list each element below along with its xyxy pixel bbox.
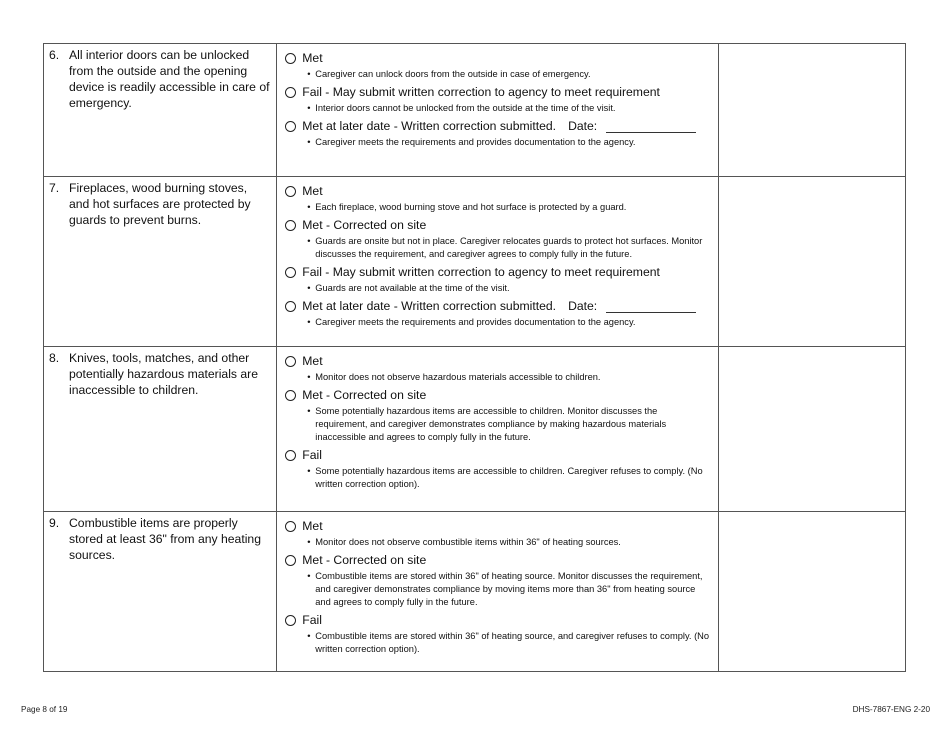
- option-note: • Caregiver meets the requirements and provides documentation to the agency.: [307, 317, 636, 327]
- option-note: • Guards are not available at the time of the visit.: [307, 283, 510, 293]
- bullet-icon: •: [307, 283, 311, 293]
- page-number: Page 8 of 19: [21, 705, 68, 714]
- bullet-icon: •: [307, 317, 311, 327]
- option-label: Met: [302, 184, 323, 198]
- date-field[interactable]: [606, 299, 696, 313]
- date-label: Date:: [568, 119, 598, 133]
- option-note: • Combustible items are stored within 36" of heating source, and caregiver refuses to comply. (No written correction option).: [307, 631, 710, 654]
- radio-circle-icon[interactable]: [285, 186, 296, 197]
- option-note: • Monitor does not observe combustible items within 36" of heating sources.: [307, 537, 621, 547]
- options-cell: [277, 347, 719, 512]
- bullet-icon: •: [307, 137, 311, 147]
- option-label: Met at later date - Written correction submitted.: [302, 299, 557, 313]
- bullet-icon: •: [307, 372, 311, 382]
- option-note: • Some potentially hazardous items are accessible to children. Caregiver refuses to comply. (No written correction option).: [307, 466, 703, 489]
- date-label: Date:: [568, 299, 598, 313]
- radio-circle-icon[interactable]: [285, 390, 296, 401]
- bullet-icon: •: [307, 103, 311, 113]
- item-requirement: Fireplaces, wood burning stoves, and hot surfaces are protected by guards to prevent burns.: [69, 181, 251, 227]
- bullet-icon: •: [307, 631, 311, 641]
- option-met[interactable]: [285, 518, 712, 534]
- comments-cell[interactable]: [718, 512, 905, 672]
- date-field[interactable]: [606, 119, 696, 133]
- checklist-row-8: [44, 347, 906, 512]
- requirement-cell: [44, 177, 277, 347]
- option-label: Met - Corrected on site: [302, 218, 427, 232]
- option-met[interactable]: [285, 50, 712, 66]
- option-label: Fail: [302, 613, 322, 627]
- option-label: Fail - May submit written correction to agency to meet requirement: [302, 85, 660, 99]
- radio-circle-icon[interactable]: [285, 267, 296, 278]
- radio-circle-icon[interactable]: [285, 220, 296, 231]
- option-label: Met: [302, 519, 323, 533]
- radio-circle-icon[interactable]: [285, 450, 296, 461]
- radio-circle-icon[interactable]: [285, 615, 296, 626]
- option-met-corrected[interactable]: [285, 217, 712, 233]
- option-note: • Monitor does not observe hazardous materials accessible to children.: [307, 372, 601, 382]
- radio-circle-icon[interactable]: [285, 356, 296, 367]
- item-number: 7.: [49, 181, 60, 195]
- bullet-icon: •: [307, 406, 311, 416]
- bullet-icon: •: [307, 571, 311, 581]
- radio-circle-icon[interactable]: [285, 521, 296, 532]
- item-requirement: Knives, tools, matches, and other potentially hazardous materials are inaccessible to children.: [69, 351, 259, 397]
- option-fail[interactable]: [285, 84, 712, 100]
- bullet-icon: •: [307, 236, 311, 246]
- requirement-cell: [44, 347, 277, 512]
- bullet-icon: •: [307, 202, 311, 212]
- radio-circle-icon[interactable]: [285, 87, 296, 98]
- option-label: Fail: [302, 448, 322, 462]
- option-label: Fail - May submit written correction to agency to meet requirement: [302, 265, 660, 279]
- radio-circle-icon[interactable]: [285, 301, 296, 312]
- option-note: • Each fireplace, wood burning stove and hot surface is protected by a guard.: [307, 202, 627, 212]
- comments-cell[interactable]: [718, 177, 905, 347]
- option-label: Met at later date - Written correction submitted.: [302, 119, 557, 133]
- option-met[interactable]: [285, 183, 712, 199]
- radio-circle-icon[interactable]: [285, 555, 296, 566]
- item-number: 8.: [49, 351, 60, 365]
- option-met-later[interactable]: [285, 118, 712, 134]
- option-label: Met: [302, 354, 323, 368]
- requirement-cell: [44, 44, 277, 177]
- bullet-icon: •: [307, 537, 311, 547]
- bullet-icon: •: [307, 466, 311, 476]
- item-number: 6.: [49, 48, 60, 62]
- option-fail[interactable]: [285, 612, 712, 628]
- bullet-icon: •: [307, 69, 311, 79]
- radio-circle-icon[interactable]: [285, 121, 296, 132]
- option-note: • Combustible items are stored within 36" of heating source. Monitor discusses the requirement, and caregiver demonstrates compliance by moving items more than 36" from heating source and agrees to comply fully in the future.: [307, 571, 703, 607]
- options-cell: [277, 177, 719, 347]
- option-label: Met - Corrected on site: [302, 553, 427, 567]
- options-cell: [277, 512, 719, 672]
- option-note: • Interior doors cannot be unlocked from the outside at the time of the visit.: [307, 103, 616, 113]
- option-met[interactable]: [285, 353, 712, 369]
- option-met-corrected[interactable]: [285, 387, 712, 403]
- option-met-corrected[interactable]: [285, 552, 712, 568]
- option-label: Met: [302, 51, 323, 65]
- checklist-table: [43, 43, 906, 672]
- comments-cell[interactable]: [718, 44, 905, 177]
- option-note: • Caregiver meets the requirements and provides documentation to the agency.: [307, 137, 636, 147]
- option-note: • Caregiver can unlock doors from the outside in case of emergency.: [307, 69, 591, 79]
- option-met-later[interactable]: [285, 298, 712, 314]
- checklist-row-7: [44, 177, 906, 347]
- requirement-cell: [44, 512, 277, 672]
- radio-circle-icon[interactable]: [285, 53, 296, 64]
- option-fail[interactable]: [285, 264, 712, 280]
- checklist-row-9: [44, 512, 906, 672]
- item-requirement: Combustible items are properly stored at least 36" from any heating sources.: [69, 516, 261, 562]
- option-fail[interactable]: [285, 447, 712, 463]
- form-id: DHS-7867-ENG 2-20: [852, 705, 930, 714]
- item-number: 9.: [49, 516, 60, 530]
- item-requirement: All interior doors can be unlocked from the outside and the opening device is readily accessible in care of emergency.: [69, 48, 270, 110]
- option-note: • Guards are onsite but not in place. Caregiver relocates guards to protect hot surfaces. Monitor discusses the requirement, and caregiver agrees to comply fully in the future.: [307, 236, 703, 259]
- option-label: Met - Corrected on site: [302, 388, 427, 402]
- option-note: • Some potentially hazardous items are accessible to children. Monitor discusses the requirement, and caregiver demonstrates compliance by making hazardous materials inaccessible and agrees to comply fully in the future.: [307, 406, 667, 442]
- checklist-row-6: [44, 44, 906, 177]
- comments-cell[interactable]: [718, 347, 905, 512]
- options-cell: [277, 44, 719, 177]
